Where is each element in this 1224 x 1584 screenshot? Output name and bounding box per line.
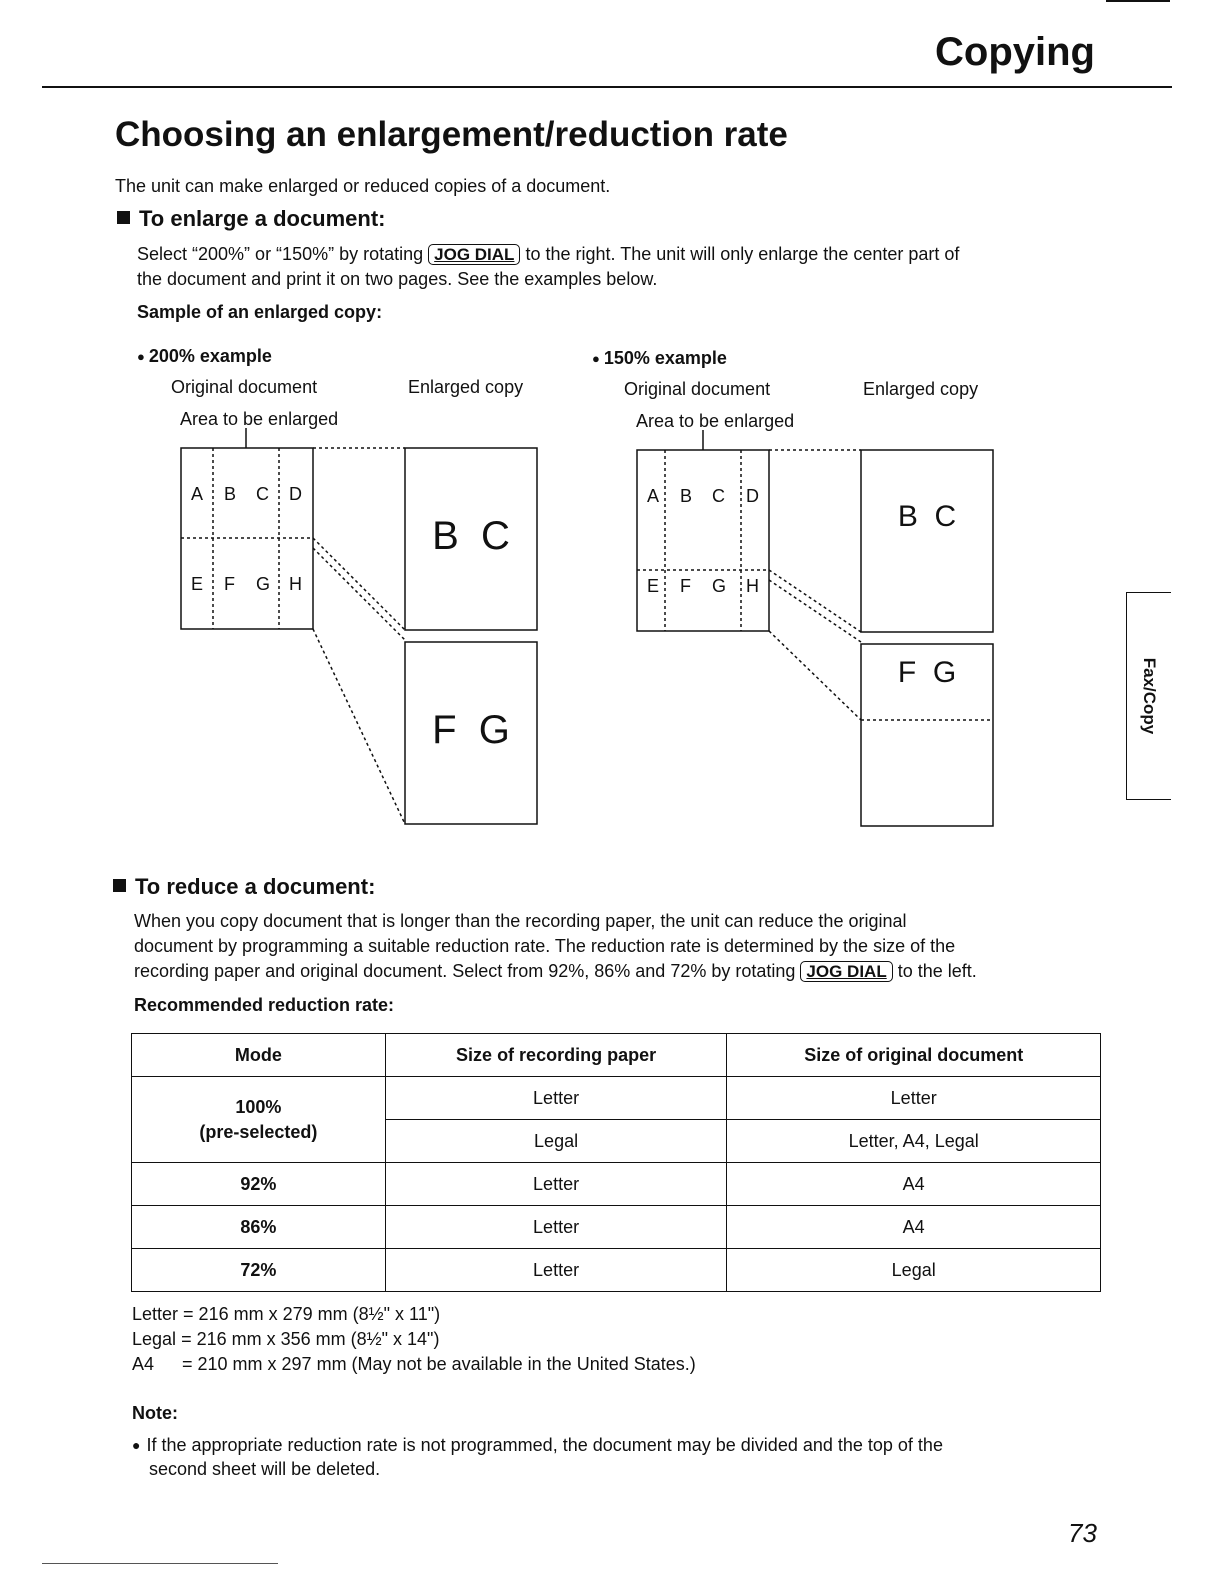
table-row — [132, 1206, 1101, 1249]
example-200-page1-text: B C — [432, 514, 510, 558]
enlarge-text-b: to the right. The unit will only enlarge the center part of — [525, 244, 960, 264]
example-150-page2-text: F G — [897, 656, 957, 689]
size-letter — [132, 1302, 440, 1327]
example-200-copy-label: Enlarged copy — [408, 377, 524, 397]
reduce-heading-text: To reduce a document: — [135, 874, 376, 899]
enlarge-heading-text: To enlarge a document: — [139, 206, 386, 231]
grid-200-d: D — [289, 484, 302, 504]
page-title: Choosing an enlargement/reduction rate — [115, 115, 788, 154]
table-row — [132, 1077, 1101, 1120]
grid-200-h: H — [289, 574, 302, 594]
grid-150-e: E — [647, 576, 660, 596]
sample-label: Sample of an enlarged copy: — [137, 302, 383, 322]
grid-200-a: A — [191, 484, 204, 504]
example-150-page1-text: B C — [897, 500, 957, 533]
original-cell: Letter, A4, Legal — [727, 1120, 1101, 1163]
paper-cell: Letter — [385, 1249, 727, 1292]
header-recording-paper: Size of recording paper — [385, 1034, 727, 1077]
mode-cell: 86% — [132, 1206, 386, 1249]
reduction-table — [131, 1033, 1101, 1292]
original-cell: A4 — [727, 1163, 1101, 1206]
size-legal-value: = 216 mm x 356 mm (8½" x 14") — [181, 1329, 440, 1349]
example-150-bullet: ● 150% example — [592, 348, 727, 369]
mode-100-value: 100% — [235, 1096, 282, 1117]
example-150-original-label: Original document — [624, 379, 771, 399]
grid-150-f: F — [680, 576, 691, 596]
example-150-area-label: Area to be enlarged — [636, 411, 795, 431]
enlarge-text-line2: the document and print it on two pages. See the examples below. — [137, 269, 658, 289]
grid-150-h: H — [746, 576, 759, 596]
table-header-row — [132, 1034, 1101, 1077]
jog-dial-key: JOG DIAL — [428, 244, 520, 265]
grid-150-b: B — [680, 486, 693, 506]
note-label: Note: — [132, 1403, 178, 1423]
grid-200-f: F — [224, 574, 235, 594]
original-cell: A4 — [727, 1206, 1101, 1249]
mode-cell: 72% — [132, 1249, 386, 1292]
grid-150-g: G — [712, 576, 727, 596]
grid-200-g: G — [256, 574, 271, 594]
original-cell: Letter — [727, 1077, 1101, 1120]
size-a4-value: = 210 mm x 297 mm (May not be available in the United States.) — [182, 1354, 696, 1374]
size-legal — [132, 1327, 439, 1352]
paper-cell: Letter — [385, 1077, 727, 1120]
note-line1: ● If the appropriate reduction rate is not programmed, the document may be divided and the top of the — [132, 1433, 943, 1458]
reduce-line3-b: to the left. — [897, 961, 977, 981]
size-a4-name: A4 — [132, 1354, 155, 1374]
grid-150-c: C — [712, 486, 725, 506]
example-150-original-page — [637, 450, 769, 631]
size-legal-name: Legal — [132, 1329, 177, 1349]
side-tab-label: Fax/Copy — [1140, 657, 1159, 735]
grid-150-d: D — [746, 486, 759, 506]
reduce-line1: When you copy document that is longer than the recording paper, the unit can reduce the original — [134, 911, 907, 931]
grid-200-c: C — [256, 484, 269, 504]
table-label: Recommended reduction rate: — [134, 995, 395, 1015]
grid-200-e: E — [191, 574, 204, 594]
size-letter-name: Letter — [132, 1304, 179, 1324]
example-200-area-label: Area to be enlarged — [180, 409, 339, 429]
header-mode: Mode — [132, 1034, 386, 1077]
footer-rule — [42, 1563, 278, 1564]
jog-dial-key: JOG DIAL — [800, 961, 892, 982]
example-200-original-label: Original document — [171, 377, 318, 397]
reduce-line3 — [134, 959, 977, 984]
example-200-bullet: ● 200% example — [137, 346, 272, 367]
note-line2: second sheet will be deleted. — [149, 1459, 381, 1479]
mode-100-cell — [132, 1077, 386, 1163]
paper-cell: Legal — [385, 1120, 727, 1163]
reduce-line2: document by programming a suitable reduction rate. The reduction rate is determined by the size of the — [134, 936, 956, 956]
page-number: 73 — [1068, 1518, 1097, 1548]
example-150-copy-label: Enlarged copy — [863, 379, 979, 399]
square-bullet-icon — [113, 879, 126, 892]
paper-cell: Letter — [385, 1163, 727, 1206]
paper-cell: Letter — [385, 1206, 727, 1249]
table-row — [132, 1249, 1101, 1292]
enlarge-text-a: Select “200%” or “150%” by rotating — [137, 244, 424, 264]
example-150-copy-page-1 — [861, 450, 993, 632]
grid-150-a: A — [647, 486, 660, 506]
intro-text: The unit can make enlarged or reduced copies of a document. — [115, 176, 611, 196]
size-letter-value: = 216 mm x 279 mm (8½" x 11") — [183, 1304, 441, 1324]
mode-cell: 92% — [132, 1163, 386, 1206]
reduce-line3-a: recording paper and original document. Select from 92%, 86% and 72% by rotating — [134, 961, 796, 981]
size-a4 — [132, 1352, 696, 1377]
reduce-heading — [113, 874, 375, 900]
grid-200-b: B — [224, 484, 237, 504]
header-original-document: Size of original document — [727, 1034, 1101, 1077]
mode-100-note: (pre-selected) — [199, 1121, 318, 1142]
original-cell: Legal — [727, 1249, 1101, 1292]
example-200-page2-text: F G — [432, 708, 510, 752]
side-tab — [1126, 592, 1171, 800]
section-title: Copying — [935, 30, 1095, 74]
table-row — [132, 1163, 1101, 1206]
